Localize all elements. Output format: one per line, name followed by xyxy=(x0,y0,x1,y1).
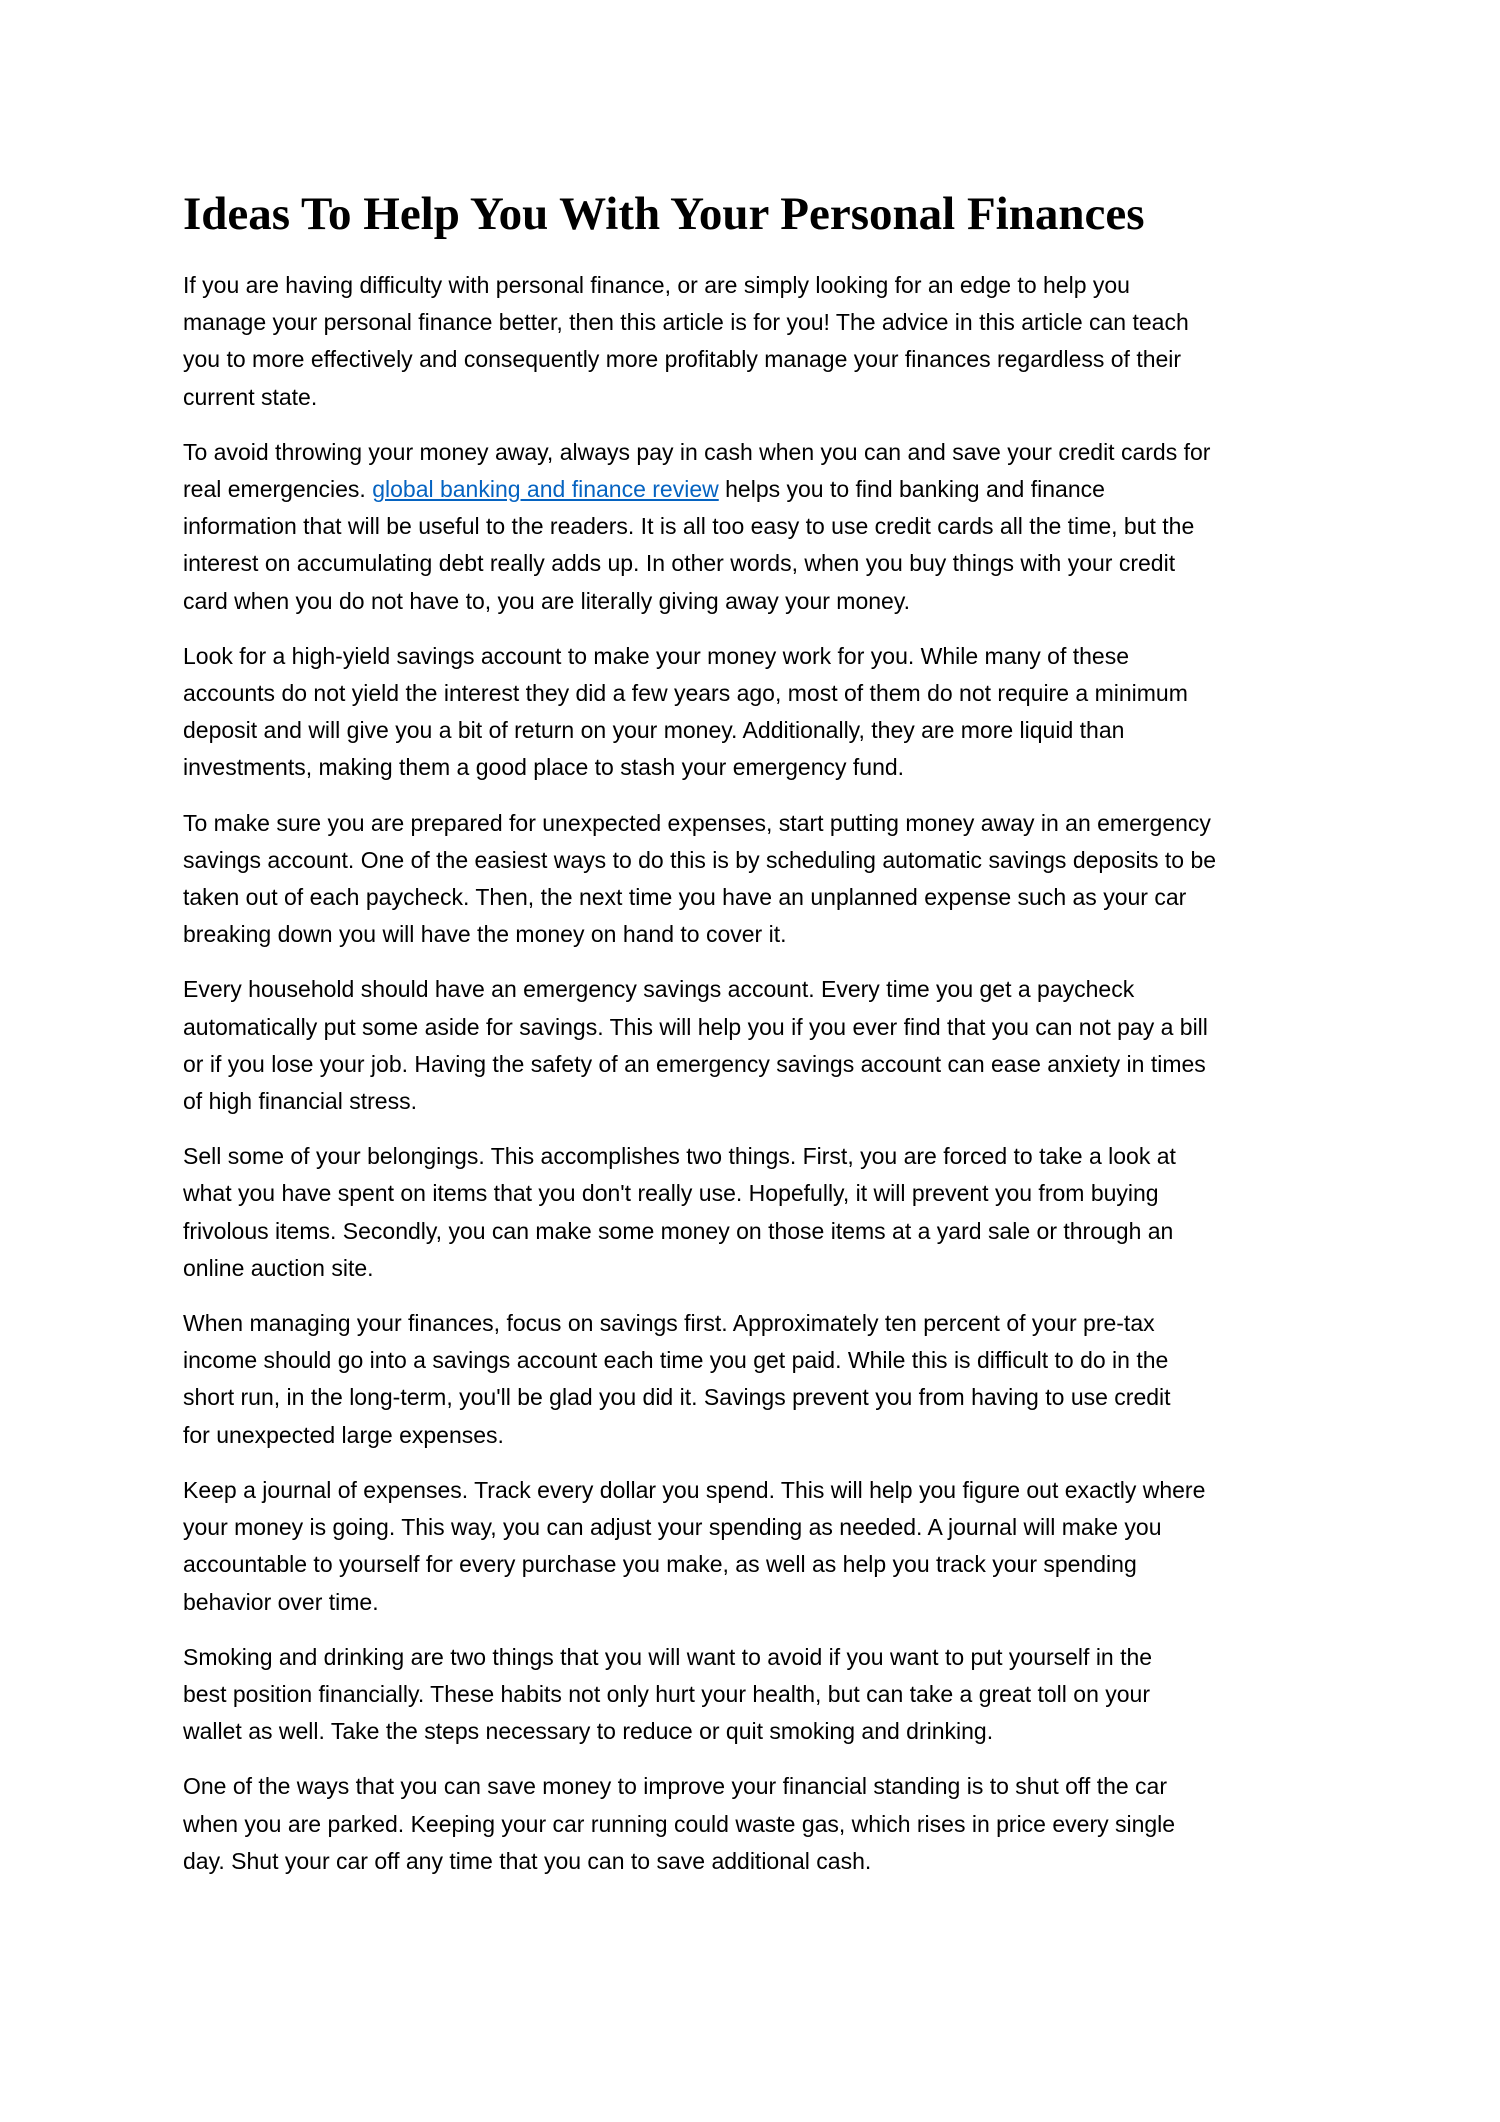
text-line: When managing your finances, focus on savings first. Approximately ten percent of your pre-tax xyxy=(183,1310,1155,1337)
text-line: Keep a journal of expenses. Track every dollar you spend. This will help you figure out exactly where xyxy=(183,1476,1206,1503)
text-line: Sell some of your belongings. This accomplishes two things. First, you are forced to take a look at xyxy=(183,1143,1176,1170)
paragraph xyxy=(183,1472,1343,1621)
text-line: accountable to yourself for every purchase you make, as well as help you track your spending xyxy=(183,1551,1137,1578)
text-line: manage your personal finance better, then this article is for you! The advice in this article can teach xyxy=(183,309,1189,336)
text-line: wallet as well. Take the steps necessary to reduce or quit smoking and drinking. xyxy=(183,1718,994,1745)
text-line: information that will be useful to the readers. It is all too easy to use credit cards all the time, but the xyxy=(183,513,1195,540)
text-line: interest on accumulating debt really adds up. In other words, when you buy things with your credit xyxy=(183,550,1176,577)
text-line: income should go into a savings account each time you get paid. While this is difficult to do in the xyxy=(183,1347,1169,1374)
text-line: of high financial stress. xyxy=(183,1088,417,1115)
paragraph xyxy=(183,1138,1343,1287)
global-banking-finance-review-link[interactable]: global banking and finance review xyxy=(372,476,719,503)
text-line: To avoid throwing your money away, always pay in cash when you can and save your credit cards for xyxy=(183,438,1211,465)
text-line: current state. xyxy=(183,383,318,410)
text-line: when you are parked. Keeping your car running could waste gas, which rises in price every single xyxy=(183,1810,1176,1837)
paragraph xyxy=(183,805,1343,954)
text-line: savings account. One of the easiest ways to do this is by scheduling automatic savings deposits to be xyxy=(183,846,1217,873)
text-line: day. Shut your car off any time that you can to save additional cash. xyxy=(183,1847,872,1874)
text-line: card when you do not have to, you are literally giving away your money. xyxy=(183,587,911,614)
text-line: you to more effectively and consequently more profitably manage your finances regardless of their xyxy=(183,346,1182,373)
text-line: breaking down you will have the money on hand to cover it. xyxy=(183,921,787,948)
text-line: automatically put some aside for savings. This will help you if you ever find that you can not pay a bill xyxy=(183,1013,1208,1040)
text-line: Smoking and drinking are two things that you will want to avoid if you want to put yourself in the xyxy=(183,1643,1153,1670)
paragraph xyxy=(183,971,1343,1120)
text-line: for unexpected large expenses. xyxy=(183,1421,504,1448)
text-line: deposit and will give you a bit of return on your money. Additionally, they are more liquid than xyxy=(183,717,1125,744)
text-segment: helps you to find banking and finance xyxy=(718,476,1105,503)
text-segment: real emergencies. xyxy=(183,476,373,503)
text-line xyxy=(183,471,1343,508)
text-line: behavior over time. xyxy=(183,1588,379,1615)
text-line: short run, in the long-term, you'll be glad you did it. Savings prevent you from having to use credit xyxy=(183,1384,1171,1411)
text-line: online auction site. xyxy=(183,1254,374,1281)
text-line: One of the ways that you can save money to improve your financial standing is to shut off the car xyxy=(183,1773,1168,1800)
text-line: Look for a high-yield savings account to make your money work for you. While many of these xyxy=(183,642,1130,669)
text-line: your money is going. This way, you can adjust your spending as needed. A journal will make you xyxy=(183,1514,1162,1541)
paragraph xyxy=(183,638,1343,787)
document-page xyxy=(183,185,1343,1898)
paragraph xyxy=(183,1768,1343,1880)
paragraph xyxy=(183,267,1343,416)
text-line: Every household should have an emergency savings account. Every time you get a paycheck xyxy=(183,976,1135,1003)
text-line: accounts do not yield the interest they did a few years ago, most of them do not require a minimum xyxy=(183,680,1188,707)
paragraph xyxy=(183,434,1343,620)
text-line: If you are having difficulty with personal finance, or are simply looking for an edge to help you xyxy=(183,272,1130,298)
text-line: taken out of each paycheck. Then, the next time you have an unplanned expense such as your car xyxy=(183,884,1187,911)
article-body xyxy=(183,267,1343,1880)
text-line: frivolous items. Secondly, you can make some money on those items at a yard sale or through an xyxy=(183,1217,1174,1244)
text-line: or if you lose your job. Having the safety of an emergency savings account can ease anxiety in times xyxy=(183,1050,1206,1077)
paragraph xyxy=(183,1305,1343,1454)
text-line: what you have spent on items that you don't really use. Hopefully, it will prevent you from buying xyxy=(183,1180,1159,1207)
text-line: investments, making them a good place to stash your emergency fund. xyxy=(183,754,905,781)
article-title: Ideas To Help You With Your Personal Finances xyxy=(183,188,1145,240)
paragraph xyxy=(183,1639,1343,1751)
text-line: To make sure you are prepared for unexpected expenses, start putting money away in an emergency xyxy=(183,809,1211,836)
text-line: best position financially. These habits not only hurt your health, but can take a great toll on your xyxy=(183,1680,1151,1707)
